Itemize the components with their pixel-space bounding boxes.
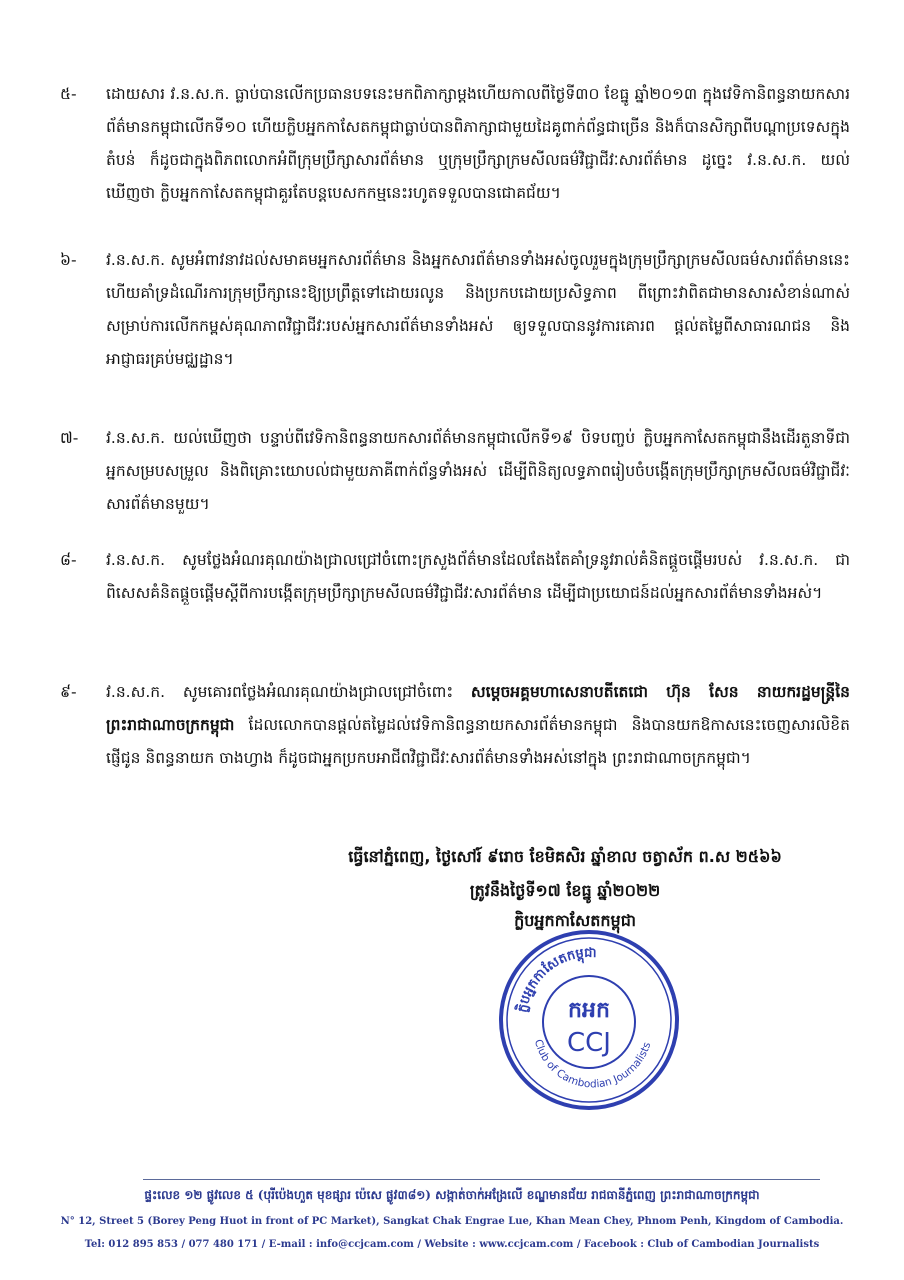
item-text-intro: វ.ន.ស.ក. សូមគោរពថ្លែងអំណរគុណយ៉ាងជ្រាលជ្រៅចំពោះ: [106, 683, 471, 701]
item-text: វ.ន.ស.ក. យល់ឃើញថា បន្ទាប់ពីវេទិកានិពន្ធនាយកសារព័ត៌មានកម្ពុជាលើកទី១៩ បិទបញ្ចប់ ក្លិបអ្នកកាសែតកម្ពុជានឹងដើរតួនាទីជាអ្នកសម្របសម្រួល និងពិគ្រោះយោបល់ជាមួយភាគីពាក់ព័ន្ធទាំងអស់ ដើម្បីពិនិត្យលទ្ធភាពរៀបចំបង្កើតក្រុមប្រឹក្សាក្រមសីលធម៌វិជ្ជាជីវៈសារព័ត៌មានមួយ។: [106, 429, 850, 513]
item-text: វ.ន.ស.ក. សូមថ្លែងអំណរគុណយ៉ាងជ្រាលជ្រៅចំពោះក្រសួងព័ត៌មានដែលតែងតែគាំទ្រនូវរាល់គំនិតផ្ដួចផ្ដើមរបស់ វ.ន.ស.ក. ជាពិសេសគំនិតផ្ដួចផ្ដើមស្ដីពីការបង្កើតក្រុមប្រឹក្សាក្រមសីលធម៌វិជ្ជាជីវៈសារព័ត៌មាន ដើម្បីជាប្រយោជន៍ដល់អ្នកសារព័ត៌មានទាំងអស់។: [106, 551, 850, 602]
signature-place-date: ធ្វើនៅភ្នំពេញ, ថ្ងៃសៅរ៍ ៩រោច ខែមិគសិរ ឆ្នាំខាល ចត្វាស័ក ព.ស ២៥៦៦: [348, 847, 782, 866]
item-7: [60, 422, 850, 521]
seal-khmer-abbr: កអក: [568, 998, 610, 1023]
item-8: [60, 544, 850, 610]
signature-organization: ក្លិបអ្នកកាសែតកម្ពុជា: [514, 911, 636, 930]
prime-minister-title: សម្ដេចអគ្គមហាសេនាបតីតេជោ ហ៊ុន សែន នាយករដ្ឋមន្ត្រីនៃព្រះរាជាណាចក្រកម្ពុជា: [106, 683, 850, 734]
item-text-rest: ដែលលោកបានផ្ដល់តម្លៃដល់វេទិកានិពន្ធនាយកសារព័ត៌មានកម្ពុជា និងបានយកឱកាសនេះចេញសារលិខិតផ្ញើជូន និពន្ធនាយក ចាងហ្វាង ក៏ដូចជាអ្នកប្រកបអាជីពវិជ្ជាជីវៈសារព័ត៌មានទាំងអស់នៅក្នុង ព្រះរាជាណាចក្រកម្ពុជា។: [106, 716, 850, 767]
club-seal: [494, 925, 684, 1115]
seal-abbr: CCJ: [567, 1028, 611, 1058]
item-5: [60, 78, 850, 210]
item-text: ដោយសារ វ.ន.ស.ក. ធ្លាប់បានលើកប្រធានបទនេះមកពិភាក្សាម្ដងហើយកាលពីថ្ងៃទី៣០ ខែធ្នូ ឆ្នាំ២០១៣ ក្នុងវេទិកានិពន្ធនាយកសារព័ត៌មានកម្ពុជាលើកទី១០ ហើយក្លិបអ្នកកាសែតកម្ពុជាធ្លាប់បានពិភាក្សាជាមួយដៃគូពាក់ព័ន្ធជាច្រើន និងក៏បានសិក្សាពីបណ្ដាប្រទេសក្នុងតំបន់ ក៏ដូចជាក្នុងពិភពលោកអំពីក្រុមប្រឹក្សាសារព័ត៌មាន ឬក្រុមប្រឹក្សាក្រមសីលធម៌វិជ្ជាជីវៈសារព័ត៌មាន ដូច្នេះ វ.ន.ស.ក. យល់ឃើញថា ក្លិបអ្នកកាសែតកម្ពុជាគួរតែបន្តបេសកកម្មនេះរហូតទទួលបានជោគជ័យ។: [106, 85, 850, 202]
item-number: ៥-: [60, 85, 77, 103]
seal-khmer-arc-path: ក្លិបអ្នកកាសែតកម្ពុជា: [515, 945, 597, 1014]
item-number: ៩-: [60, 683, 77, 701]
seal-graphic: [494, 925, 684, 1115]
item-number: ៨-: [60, 551, 77, 569]
item-9: [60, 676, 850, 775]
footer-contact: Tel: 012 895 853 / 077 480 171 / E-mail : info@ccjcam.com / Website : www.ccjcam.com / Facebook : Club of Cambodian Journalists: [84, 1239, 820, 1250]
item-text: [106, 676, 850, 775]
footer-divider: [143, 1179, 820, 1180]
item-text: វ.ន.ស.ក. សូមអំពាវនាវដល់សមាគមអ្នកសារព័ត៌មាន និងអ្នកសារព័ត៌មានទាំងអស់ចូលរួមក្នុងក្រុមប្រឹក្សាក្រមសីលធម៌សារព័ត៌មាននេះ ហើយគាំទ្រដំណើរការក្រុមប្រឹក្សានេះឱ្យប្រព្រឹត្តទៅដោយរលូន និងប្រកបដោយប្រសិទ្ធភាព ពីព្រោះវាពិតជាមានសារសំខាន់ណាស់សម្រាប់ការលើកកម្ពស់គុណភាពវិជ្ជាជីវៈរបស់អ្នកសារព័ត៌មានទាំងអស់ ឲ្យទទួលបាននូវការគោរព ផ្ដល់តម្លៃពីសាធារណជន និងអាជ្ញាធរគ្រប់មជ្ឈដ្ឋាន។: [106, 251, 850, 368]
item-number: ៦-: [60, 251, 77, 269]
signature-gregorian-date: ត្រូវនឹងថ្ងៃទី១៧ ខែធ្នូ ឆ្នាំ២០២២: [469, 881, 661, 900]
footer-address-english: N° 12, Street 5 (Borey Peng Huot in front of PC Market), Sangkat Chak Engrae Lue, Khan Mean Chey, Phnom Penh, Kingdom of Cambodia.: [60, 1216, 844, 1227]
footer-address-khmer: ផ្ទះលេខ ១២ ផ្លូវលេខ ៥ (បុរីប៉េងហួត មុខផ្សារ ប៉េសេ ផ្លូវ៣៨១) សង្កាត់ចាក់អង្រែលើ ខណ្ឌមានជ័យ រាជធានីភ្នំពេញ ព្រះរាជាណាចក្រកម្ពុជា: [144, 1188, 760, 1202]
item-number: ៧-: [60, 429, 79, 447]
item-6: [60, 244, 850, 376]
seal-english-arc-path: Club of Cambodian Journalists: [531, 1038, 654, 1091]
